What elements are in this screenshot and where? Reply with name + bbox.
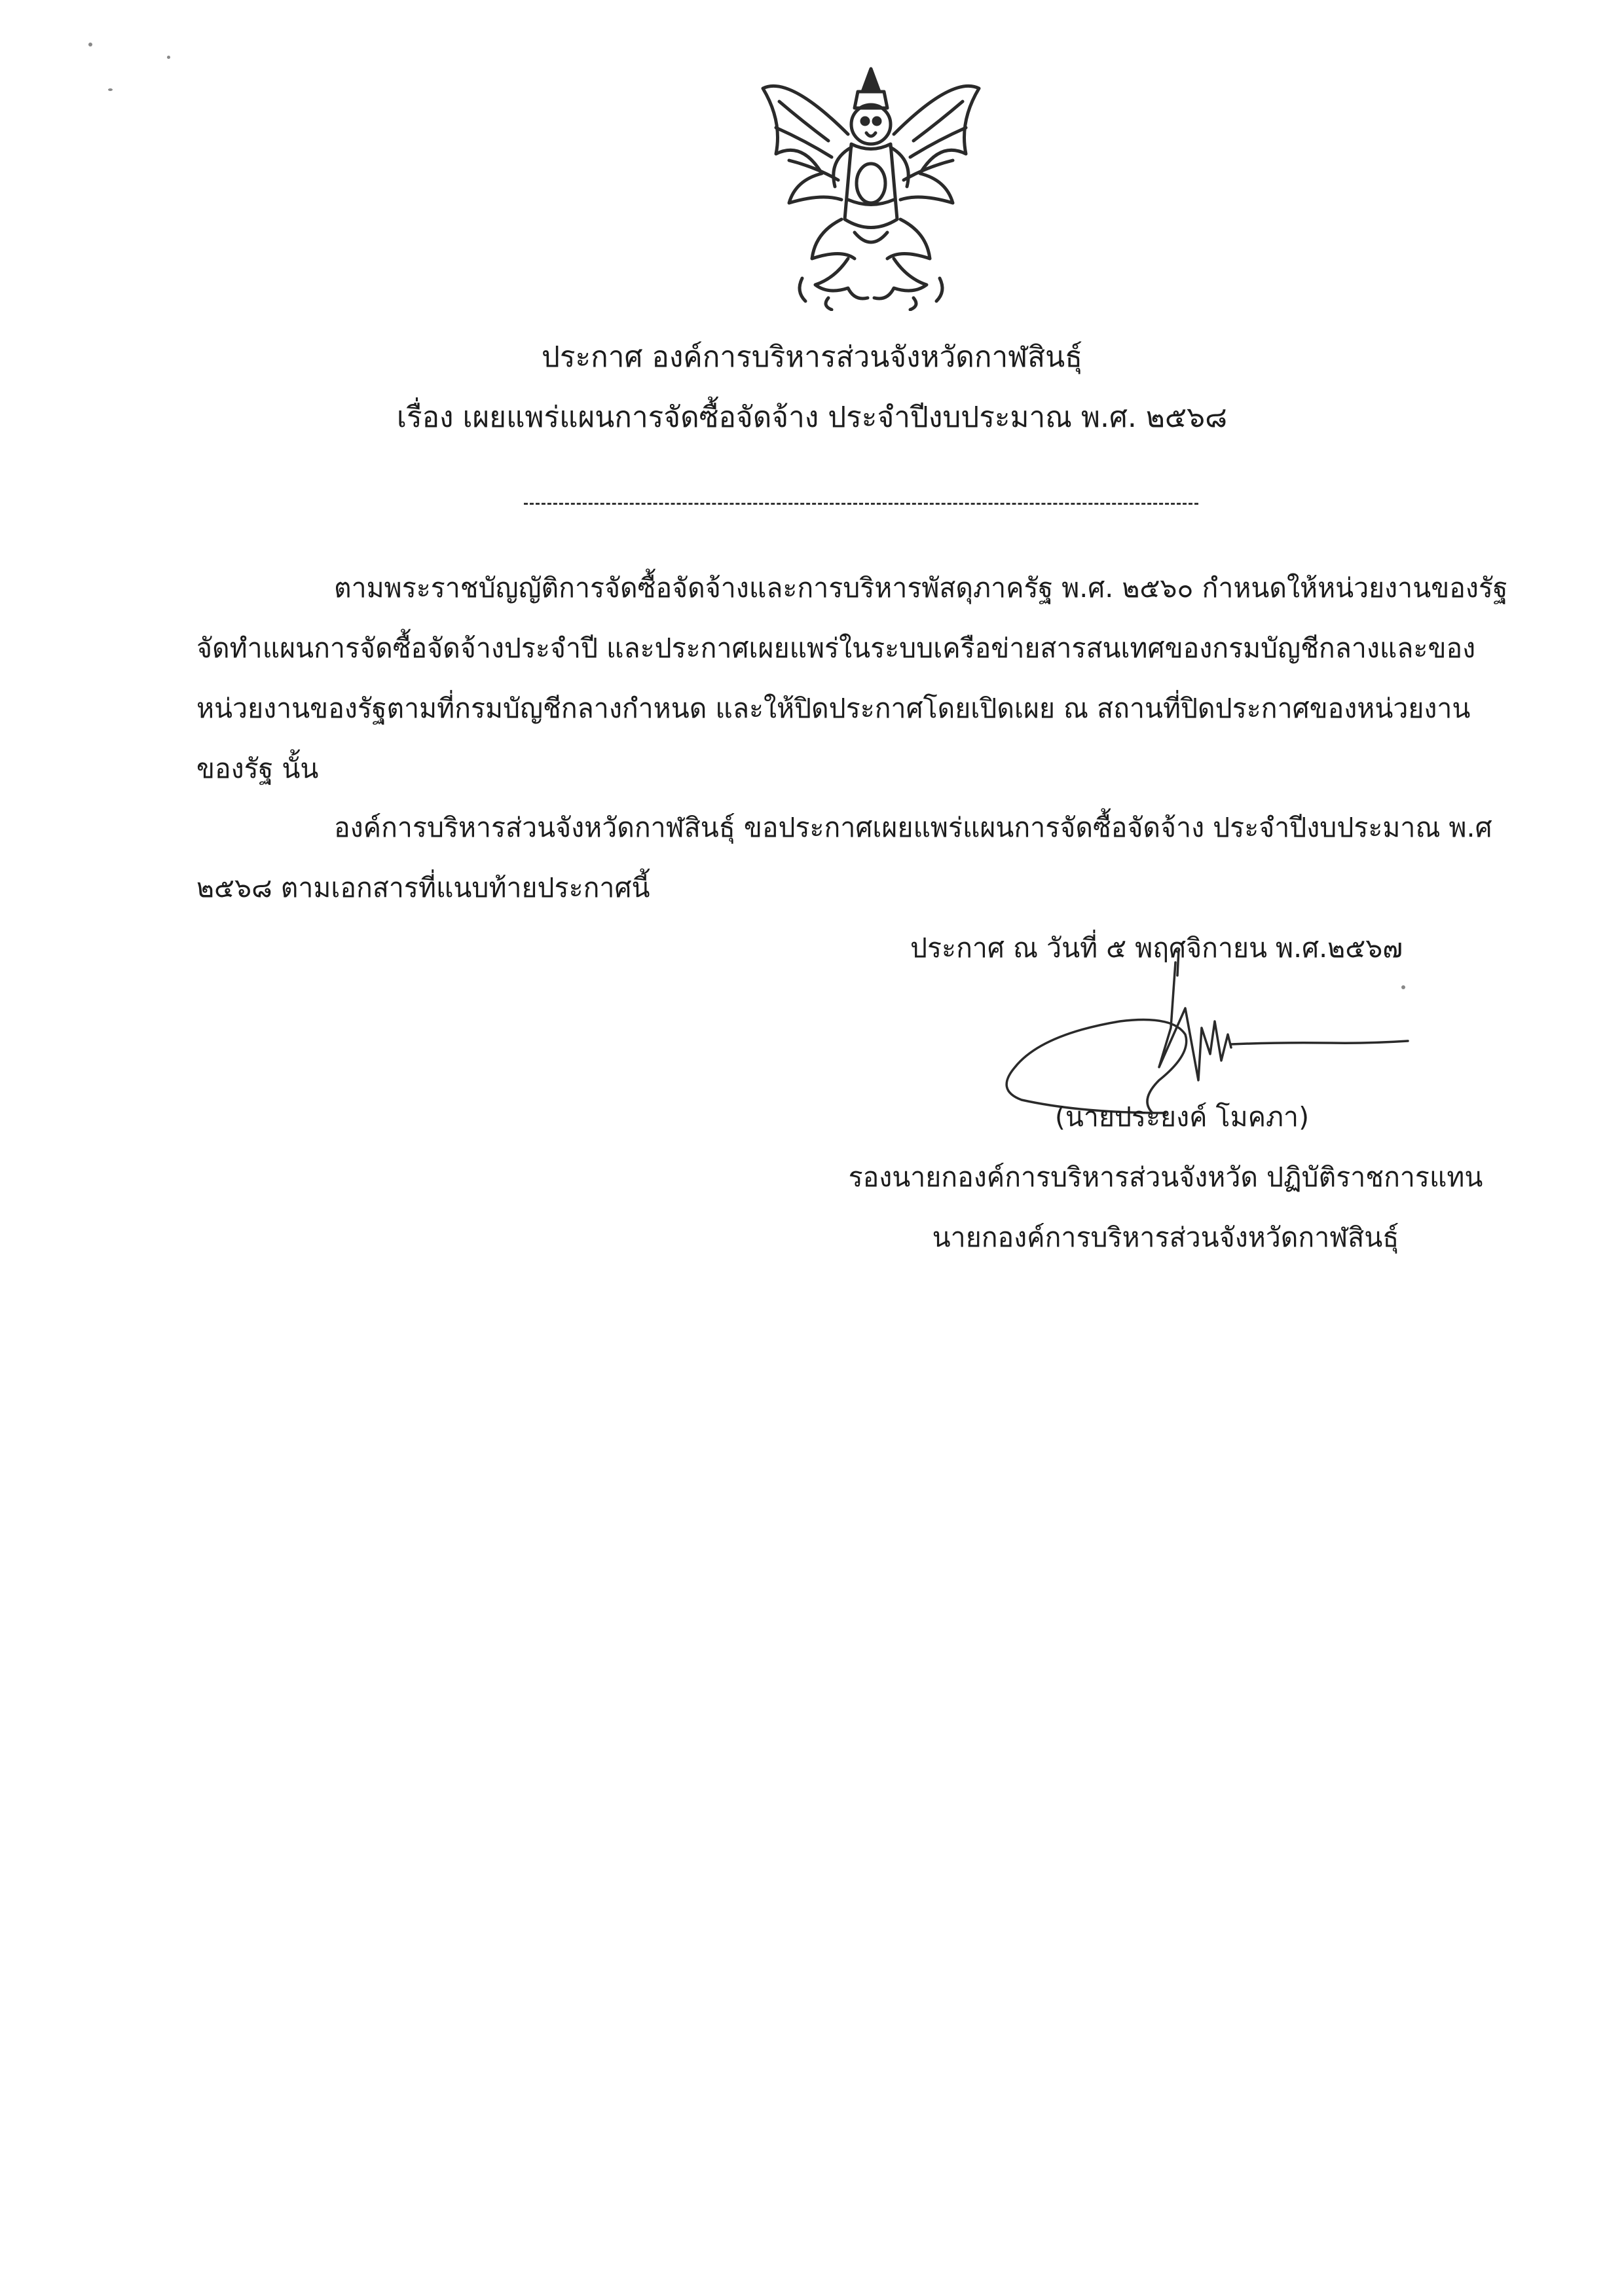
scan-speck <box>88 43 92 46</box>
paragraph-2-line-1: องค์การบริหารส่วนจังหวัดกาฬสินธุ์ ขอประกาศเผยแพร่แผนการจัดซื้อจัดจ้าง ประจำปีงบประมาณ พ.ศ <box>334 812 1492 843</box>
dashed-divider <box>524 503 1198 505</box>
scan-speck <box>1401 985 1405 989</box>
paragraph-1-line-2: จัดทำแผนการจัดซื้อจัดจ้างประจำปี และประกาศเผยแพร่ในระบบเครือข่ายสารสนเทศของกรมบัญชีกลางและของ <box>196 632 1476 664</box>
announcement-subject: เรื่อง เผยแพร่แผนการจัดซื้อจัดจ้าง ประจำปีงบประมาณ พ.ศ. ๒๕๖๘ <box>396 401 1228 434</box>
scan-speck <box>108 88 113 91</box>
signatory-name: (นายประยงค์ โมคภา) <box>1054 1101 1310 1133</box>
paragraph-1-line-4: ของรัฐ นั้น <box>196 753 319 784</box>
announcement-title: ประกาศ องค์การบริหารส่วนจังหวัดกาฬสินธุ์ <box>541 340 1083 374</box>
garuda-emblem-icon <box>750 62 992 311</box>
announcement-date: ประกาศ ณ วันที่ ๕ พฤศจิกายน พ.ศ.๒๕๖๗ <box>910 932 1403 964</box>
paragraph-1-line-1: ตามพระราชบัญญัติการจัดซื้อจัดจ้างและการบริหารพัสดุภาครัฐ พ.ศ. ๒๕๖๐ กำหนดให้หน่วยงานของรัฐ <box>334 572 1508 604</box>
signatory-position-2: นายกองค์การบริหารส่วนจังหวัดกาฬสินธุ์ <box>932 1222 1399 1253</box>
signatory-position-1: รองนายกองค์การบริหารส่วนจังหวัด ปฏิบัติราชการแทน <box>848 1161 1483 1193</box>
scan-speck <box>167 56 170 59</box>
paragraph-1-line-3: หน่วยงานของรัฐตามที่กรมบัญชีกลางกำหนด และให้ปิดประกาศโดยเปิดเผย ณ สถานที่ปิดประกาศของหน่วยงาน <box>196 693 1471 724</box>
paragraph-2-line-2: ๒๕๖๘ ตามเอกสารที่แนบท้ายประกาศนี้ <box>196 872 650 903</box>
